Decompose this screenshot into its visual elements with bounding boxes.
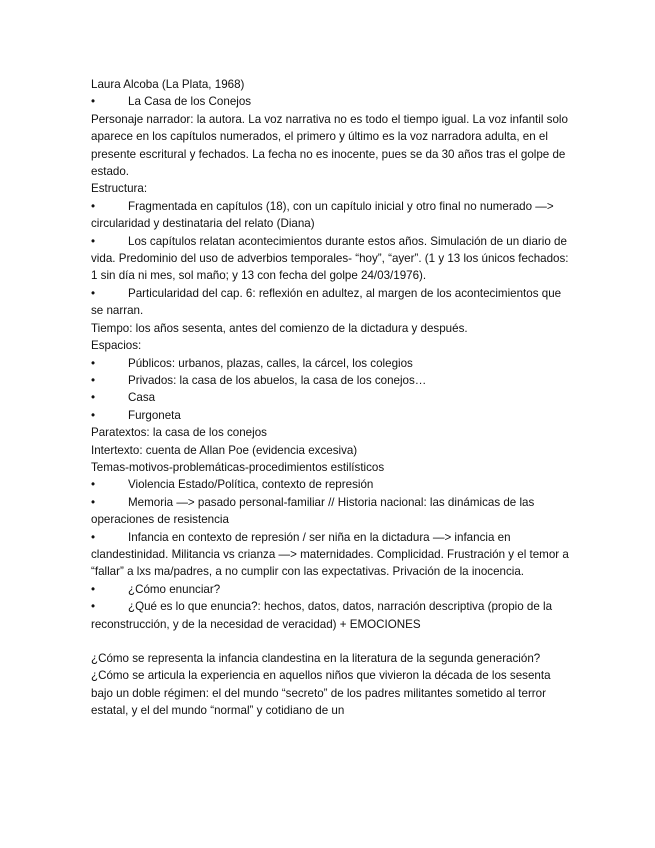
question-paragraph: ¿Cómo se representa la infancia clandestina en la literatura de la segunda generación? ¿Cómo se articula la experiencia en aquellos niños que vivieron la década de los sesenta bajo un doble régimen: el del mundo “secreto” de los padres militantes sometido al terror estatal, y el del mundo “normal” y cotidiano de un — [91, 652, 551, 718]
espacios-item-text: Casa — [128, 391, 156, 405]
espacios-item — [91, 372, 571, 389]
bullet-icon: • — [91, 530, 96, 544]
espacios-item — [91, 355, 571, 372]
temas-item-text: Violencia Estado/Política, contexto de represión — [128, 478, 374, 492]
temas-item-text: ¿Qué es lo que enuncia?: hechos, datos, datos, narración descriptiva (propio de la reconstrucción, y de la necesidad de veracidad) + EMOCIONES — [91, 600, 553, 631]
bullet-icon: • — [91, 234, 96, 248]
estructura-item-text: Fragmentada en capítulos (18), con un capítulo inicial y otro final no numerado —> circularidad y destinataria del relato (Diana) — [91, 199, 554, 231]
bullet-icon: • — [91, 95, 96, 109]
espacios-item — [91, 407, 571, 424]
estructura-heading: Estructura: — [91, 182, 148, 196]
document-page — [91, 76, 571, 720]
temas-item — [91, 494, 571, 529]
temas-heading: Temas-motivos-problemáticas-procedimientos estilísticos — [91, 460, 385, 474]
temas-item — [91, 581, 571, 598]
bullet-icon: • — [91, 199, 96, 213]
intertexto-line: Intertexto: cuenta de Allan Poe (evidencia excesiva) — [91, 443, 358, 457]
personaje-paragraph: Personaje narrador: la autora. La voz narrativa no es todo el tiempo igual. La voz infantil solo aparece en los capítulos numerados, el primero y último es la voz narradora adulta, en el presente escritural y fechados. La fecha no es inocente, pues se da 30 años tras el golpe de estado. — [91, 112, 568, 179]
espacios-heading: Espacios: — [91, 339, 142, 353]
bullet-icon: • — [91, 478, 96, 492]
espacios-item-text: Furgoneta — [128, 408, 181, 422]
author-line: Laura Alcoba (La Plata, 1968) — [91, 78, 245, 91]
bullet-icon: • — [91, 356, 96, 370]
bullet-icon: • — [91, 391, 96, 405]
temas-item-text: Memoria —> pasado personal-familiar // Historia nacional: las dinámicas de las operaciones de resistencia — [91, 495, 535, 527]
temas-item-text: ¿Cómo enunciar? — [128, 582, 221, 596]
estructura-item-text: Los capítulos relatan acontecimientos durante estos años. Simulación de un diario de vida. Predominio del uso de adverbios temporales- “hoy”, “ayer”. (1 y 13 los únicos fechados: 1 sin día ni mes, sol maño; y 13 con fecha del golpe 24/03/1976). — [91, 234, 569, 283]
bullet-icon: • — [91, 373, 96, 387]
estructura-item-text: Particularidad del cap. 6: reflexión en adultez, al margen de los acontecimientos que se narran. — [91, 286, 562, 318]
temas-item — [91, 598, 571, 633]
bullet-icon: • — [91, 286, 96, 300]
espacios-item — [91, 389, 571, 406]
espacios-item-text: Públicos: urbanos, plazas, calles, la cárcel, los colegios — [128, 356, 413, 370]
title-bullet-item — [91, 93, 571, 110]
bullet-icon: • — [91, 495, 96, 509]
bullet-icon: • — [91, 600, 96, 614]
bullet-icon: • — [91, 582, 96, 596]
tiempo-line: Tiempo: los años sesenta, antes del comienzo de la dictadura y después. — [91, 321, 468, 335]
temas-item-text: Infancia en contexto de represión / ser niña en la dictadura —> infancia en clandestinidad. Militancia vs crianza —> maternidades. Complicidad. Frustración y el temor a “fallar” a lxs ma/padres, a no cumplir con las expectativas. Privación de la inocencia. — [91, 530, 569, 579]
paratextos-line: Paratextos: la casa de los conejos — [91, 426, 267, 440]
temas-item — [91, 529, 571, 581]
estructura-item — [91, 198, 571, 233]
paragraph-spacer — [91, 633, 571, 650]
bullet-icon: • — [91, 408, 96, 422]
estructura-item — [91, 285, 571, 320]
temas-item — [91, 476, 571, 493]
estructura-item — [91, 233, 571, 285]
espacios-item-text: Privados: la casa de los abuelos, la casa de los conejos… — [128, 373, 427, 387]
book-title: La Casa de los Conejos — [128, 95, 252, 109]
